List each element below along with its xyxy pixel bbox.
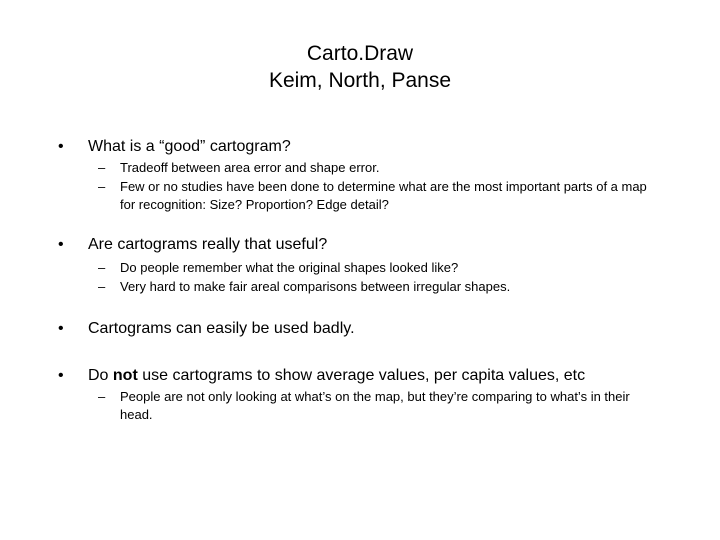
- bullet-text: Are cartograms really that useful?: [88, 236, 328, 253]
- sub-bullet-marker: –: [98, 279, 106, 294]
- bullet-marker: •: [58, 320, 64, 337]
- slide-title-line-2: Keim, North, Panse: [268, 69, 452, 92]
- bullet-text: What is a “good” cartogram?: [88, 138, 291, 155]
- bullet-marker: •: [58, 236, 64, 253]
- sub-bullet-text: Tradeoff between area error and shape error.: [120, 160, 380, 175]
- sub-bullet-text: Few or no studies have been done to determine what are the most important parts of a map for recognition: Size? Proportion? Edge detail?: [120, 179, 647, 212]
- bullet-marker: •: [58, 138, 64, 155]
- bullet-text-emphasis: not: [112, 367, 138, 384]
- sub-bullet-marker: –: [98, 179, 106, 194]
- sub-bullet-text: Do people remember what the original shapes looked like?: [120, 260, 459, 275]
- sub-bullet-marker: –: [98, 389, 106, 404]
- sub-bullet-text: Very hard to make fair areal comparisons between irregular shapes.: [120, 279, 511, 294]
- sub-bullet-text: People are not only looking at what’s on the map, but they’re comparing to what’s in their head.: [120, 389, 630, 422]
- sub-bullet-marker: –: [98, 260, 106, 275]
- sub-bullet-marker: –: [98, 160, 106, 175]
- bullet-text: [88, 366, 585, 386]
- slide-title-line-1: Carto.Draw: [306, 42, 414, 65]
- bullet-text: Cartograms can easily be used badly.: [88, 320, 355, 337]
- bullet-marker: •: [58, 367, 64, 384]
- bullet-text-before: Do: [88, 367, 113, 384]
- bullet-text-after: use cartograms to show average values, per capita values, etc: [137, 367, 586, 384]
- slide-title: [0, 40, 720, 94]
